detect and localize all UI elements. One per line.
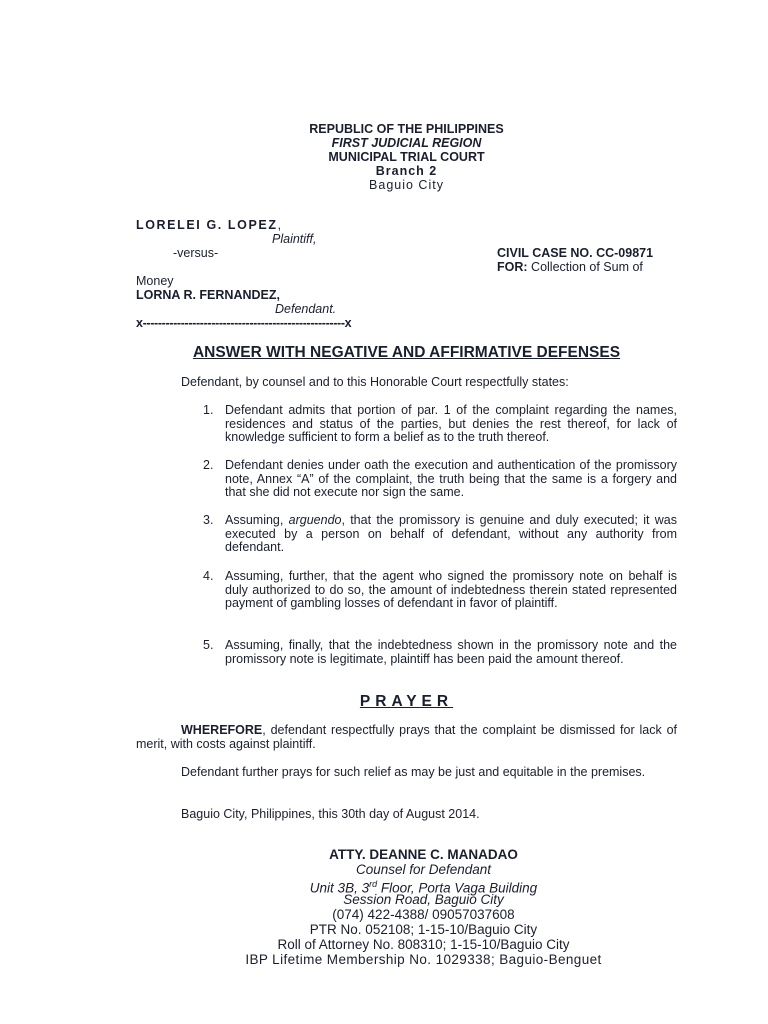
counsel-roll: Roll of Attorney No. 808310; 1-15-10/Baguio City <box>277 937 570 952</box>
caption-region: FIRST JUDICIAL REGION <box>331 136 482 150</box>
defense-text: Assuming, finally, that the indebtedness shown in the promissory note and the promissory note is legitimate, plaintiff has been paid the amount thereof. <box>225 638 677 666</box>
counsel-role: Counsel for Defendant <box>355 862 492 877</box>
document-title: ANSWER WITH NEGATIVE AND AFFIRMATIVE DEFENSES <box>192 344 621 361</box>
plaintiff-role: Plaintiff, <box>272 232 317 246</box>
prayer-paragraph <box>136 724 677 751</box>
for-label: FOR: <box>497 260 528 274</box>
counsel-address-line2: Session Road, Baguio City <box>343 892 504 907</box>
defense-number: 4. <box>203 569 214 583</box>
defense-number: 2. <box>203 458 214 472</box>
counsel-ibp: IBP Lifetime Membership No. 1029338; Baguio-Benguet <box>245 952 602 967</box>
case-subject-continued: Money <box>136 274 174 288</box>
for-value: Collection of Sum of <box>527 260 643 274</box>
defense-number: 1. <box>203 403 214 417</box>
plaintiff-line <box>136 219 283 233</box>
plaintiff-suffix: , <box>277 218 283 232</box>
defense-text-part: , that the promissory is genuine and duly executed; it was executed by a person on behalf of defendant, without any authority from defendant. <box>225 513 677 555</box>
counsel-name: ATTY. DEANNE C. MANADAO <box>329 847 518 862</box>
defense-text: Defendant admits that portion of par. 1 of the complaint regarding the names, residences and status of the parties, but denies the rest thereof, for lack of knowledge sufficient to form a belief as to the truth thereof. <box>225 403 677 445</box>
defense-number: 5. <box>203 638 214 652</box>
prayer-heading: PRAYER <box>359 693 454 710</box>
defense-text-part: Assuming, <box>225 513 289 527</box>
address-superscript: rd <box>369 879 378 889</box>
address-part: Unit 3B, 3 <box>309 880 370 896</box>
defendant-name: LORNA R. FERNANDEZ, <box>136 288 280 302</box>
caption-branch: Branch 2 <box>375 164 438 178</box>
counsel-ptr: PTR No. 052108; 1-15-10/Baguio City <box>309 922 538 937</box>
defense-text: Assuming, further, that the agent who signed the promissory note on behalf is duly authorized to do so, the amount of indebtedness therein stated represented payment of gambling losses of defendant in favor of plaintiff. <box>225 569 677 611</box>
versus-label: -versus- <box>173 246 219 260</box>
case-subject-line <box>497 261 643 275</box>
caption-city: Baguio City <box>369 178 444 192</box>
counsel-phone: (074) 422-4388/ 09057037608 <box>332 907 515 922</box>
prayer-text: , defendant respectfully prays that the complaint be dismissed for lack of merit, with costs against plaintiff. <box>136 723 677 751</box>
caption-court: MUNICIPAL TRIAL COURT <box>328 150 485 164</box>
caption-separator: x-----------------------------------------------------x <box>136 316 352 330</box>
arguendo-emphasis: arguendo <box>288 513 342 527</box>
civil-case-number: CIVIL CASE NO. CC-09871 <box>497 246 654 260</box>
defense-number: 3. <box>203 513 214 527</box>
defense-text: Defendant denies under oath the execution and authentication of the promissory note, Annex “A” of the complaint, the truth being that the same is a forgery and that she did not execute nor sign the same. <box>225 458 677 500</box>
defendant-role: Defendant. <box>275 302 337 316</box>
date-line: Baguio City, Philippines, this 30th day of August 2014. <box>181 807 480 821</box>
wherefore-label: WHEREFORE <box>181 723 263 737</box>
defense-text <box>225 514 677 555</box>
address-part: Floor, Porta Vaga Building <box>377 880 538 896</box>
caption-republic: REPUBLIC OF THE PHILIPPINES <box>309 122 504 136</box>
relief-paragraph: Defendant further prays for such relief as may be just and equitable in the premises. <box>181 765 646 779</box>
plaintiff-name: LORELEI G. LOPEZ <box>136 218 278 232</box>
intro-paragraph: Defendant, by counsel and to this Honorable Court respectfully states: <box>181 375 569 389</box>
